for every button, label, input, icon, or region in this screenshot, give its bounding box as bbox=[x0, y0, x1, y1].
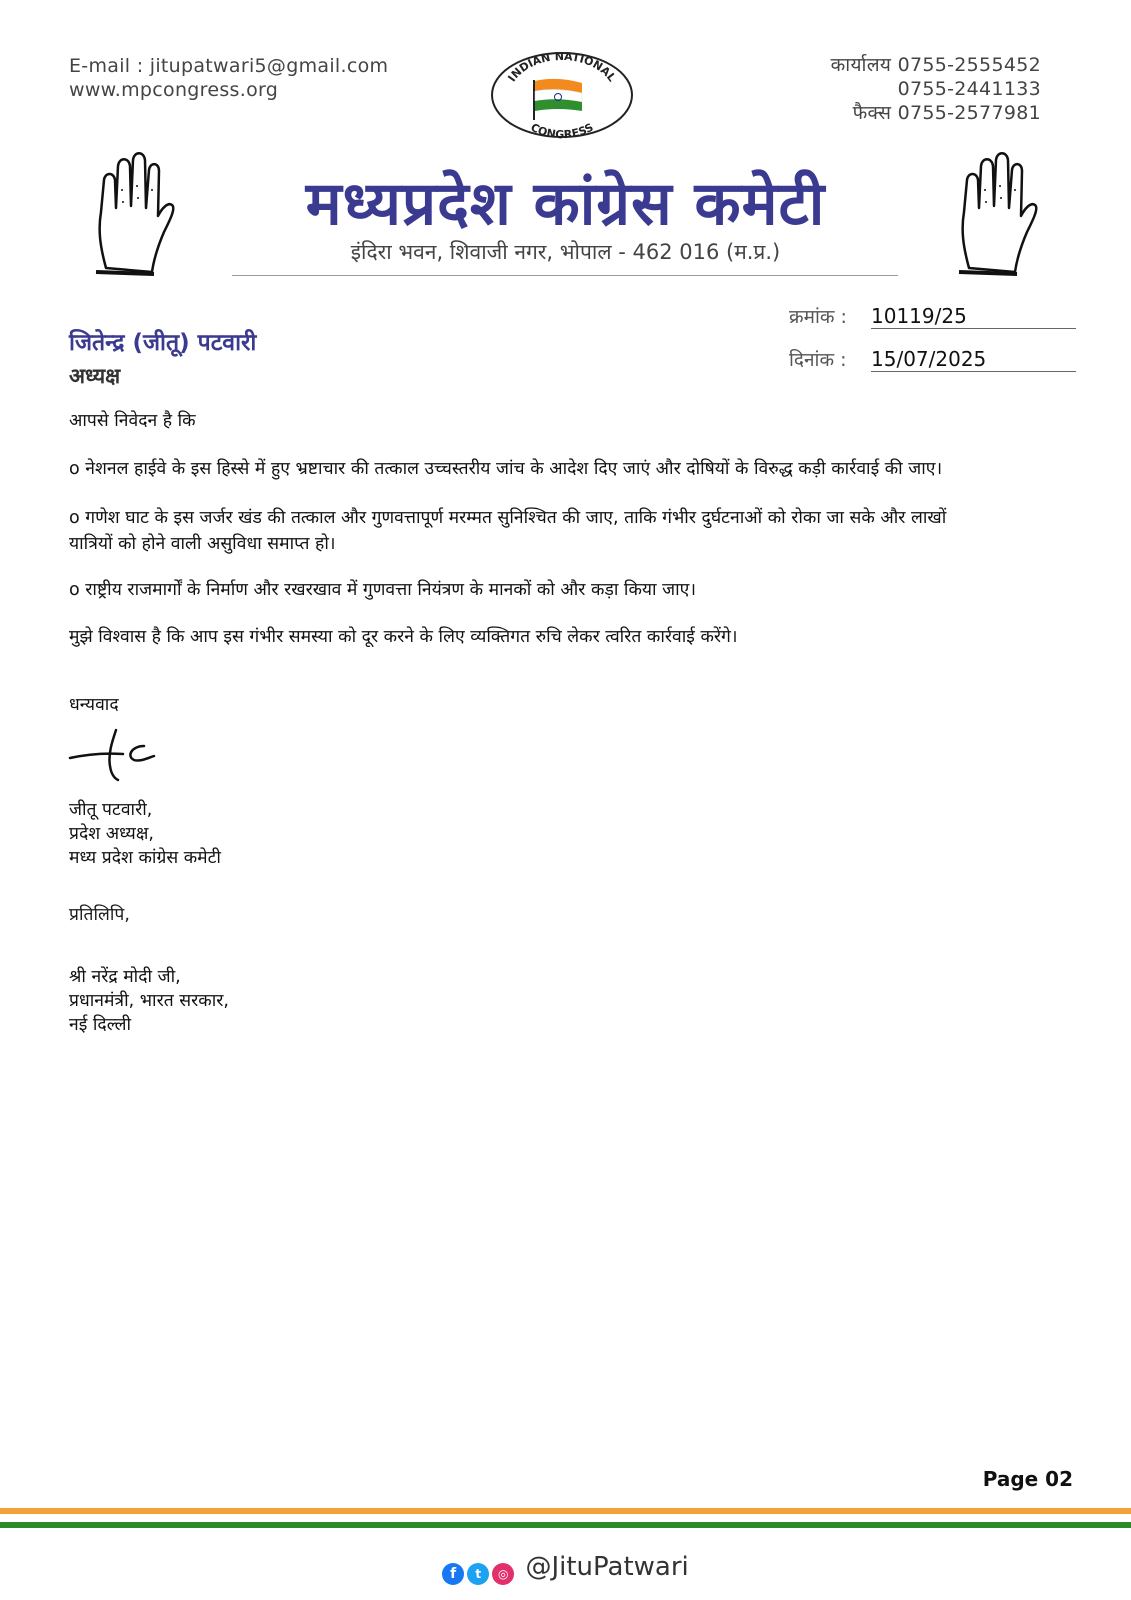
office-phone-2: 0755-2441133 bbox=[897, 78, 1041, 100]
website-text[interactable]: www.mpcongress.org bbox=[69, 79, 279, 101]
facebook-icon[interactable]: f bbox=[442, 1563, 464, 1585]
sender-title: अध्यक्ष bbox=[69, 364, 121, 388]
letter-point-3: o राष्ट्रीय राजमार्गों के निर्माण और रखरखाव में गुणवत्ता नियंत्रण के मानकों को और कड़ा किया जाए। bbox=[69, 580, 696, 600]
footer-green-stripe bbox=[0, 1522, 1131, 1528]
letter-thanks: धन्यवाद bbox=[69, 695, 119, 715]
copy-to-recipient: श्री नरेंद्र मोदी जी, bbox=[69, 967, 181, 987]
signature-organization: मध्य प्रदेश कांग्रेस कमेटी bbox=[69, 848, 221, 868]
title-divider bbox=[232, 275, 898, 276]
date-label: दिनांक : bbox=[789, 349, 847, 371]
copy-to-block bbox=[69, 965, 229, 1037]
reference-number-row bbox=[789, 303, 1076, 329]
signature-block bbox=[69, 798, 221, 870]
signature-designation: प्रदेश अध्यक्ष, bbox=[69, 824, 154, 844]
date-row bbox=[789, 346, 1076, 372]
letter-point-1: o नेशनल हाईवे के इस हिस्से में हुए भ्रष्टाचार की तत्काल उच्चस्तरीय जांच के आदेश दिए जाएं और दोषियों के विरुद्ध कड़ी कार्रवाई की जाए। bbox=[69, 459, 943, 479]
congress-hand-left-icon bbox=[92, 150, 177, 280]
letter-closing-request: मुझे विश्वास है कि आप इस गंभीर समस्या को दूर करने के लिए व्यक्तिगत रुचि लेकर त्वरित कार्रवाई करेंगे। bbox=[69, 627, 738, 647]
copy-to-city: नई दिल्ली bbox=[69, 1015, 131, 1035]
twitter-icon[interactable]: t bbox=[467, 1563, 489, 1585]
page-number: Page 02 bbox=[982, 1467, 1073, 1491]
reference-number-value: 10119/25 bbox=[871, 304, 1076, 329]
email-text[interactable]: E-mail : jitupatwari5@gmail.com bbox=[69, 55, 389, 77]
social-handle[interactable]: @JituPatwari bbox=[525, 1552, 689, 1582]
handwritten-signature bbox=[68, 728, 163, 783]
sender-name: जितेन्द्र (जीतू) पटवारी bbox=[69, 330, 257, 356]
logo-text-top: INDIAN NATIONAL bbox=[505, 50, 619, 85]
fax-number: फैक्स 0755-2577981 bbox=[852, 102, 1041, 124]
date-value: 15/07/2025 bbox=[871, 347, 1076, 372]
congress-hand-right-icon bbox=[955, 150, 1040, 280]
signature-name: जीतू पटवारी, bbox=[69, 800, 153, 820]
reference-number-label: क्रमांक : bbox=[789, 306, 847, 328]
letter-point-2-line-1: o गणेश घाट के इस जर्जर खंड की तत्काल और गुणवत्तापूर्ण मरम्मत सुनिश्चित की जाए, ताकि गंभीर दुर्घटनाओं को रोका जा सके और लाखों bbox=[69, 508, 947, 528]
letter-point-2-line-2: यात्रियों को होने वाली असुविधा समाप्त हो। bbox=[69, 534, 336, 554]
footer-orange-stripe bbox=[0, 1508, 1131, 1514]
contact-right bbox=[831, 53, 1041, 125]
copy-to-label: प्रतिलिपि, bbox=[69, 905, 130, 925]
logo-text-bottom: CONGRESS bbox=[528, 120, 596, 140]
letter-opening: आपसे निवेदन है कि bbox=[69, 411, 196, 431]
contact-left bbox=[69, 54, 388, 102]
office-phone-1: कार्यालय 0755-2555452 bbox=[830, 54, 1041, 76]
inc-logo bbox=[487, 50, 637, 140]
copy-to-designation: प्रधानमंत्री, भारत सरकार, bbox=[69, 991, 229, 1011]
social-footer bbox=[0, 1552, 1131, 1585]
instagram-icon[interactable]: ◎ bbox=[492, 1563, 514, 1585]
org-address: इंदिरा भवन, शिवाजी नगर, भोपाल - 462 016 (म.प्र.) bbox=[350, 240, 781, 264]
org-title: मध्यप्रदेश कांग्रेस कमेटी bbox=[305, 169, 826, 239]
